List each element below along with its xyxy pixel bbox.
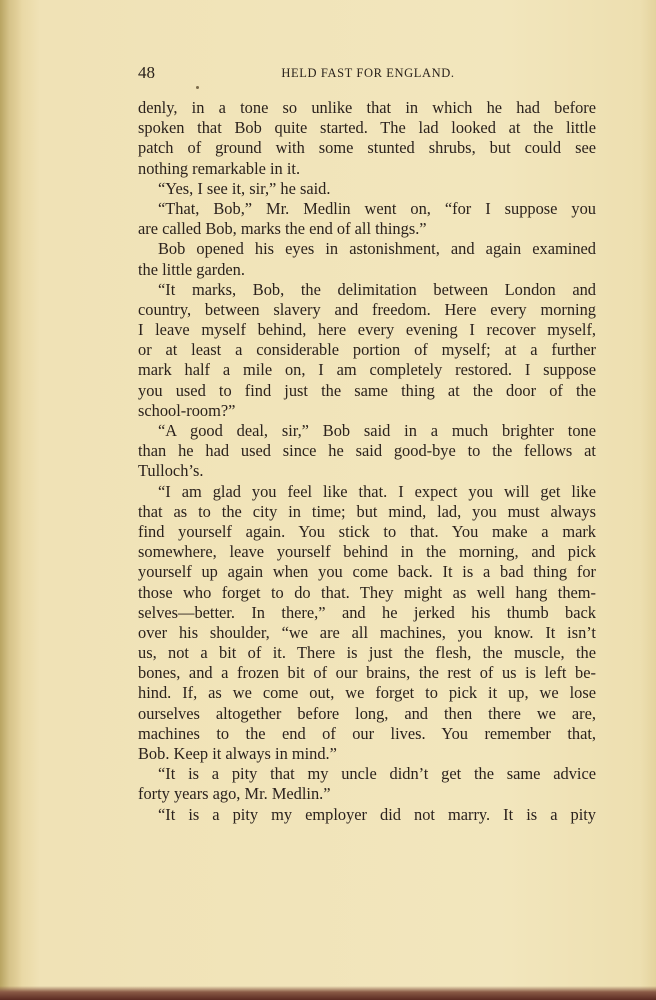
text-line: selves—better. In there,” and he jerked his thumb back [138, 602, 596, 622]
text-line: “Yes, I see it, sir,” he said. [158, 178, 331, 198]
text-line: I leave myself behind, here every evening I recover myself, [138, 320, 596, 340]
text-line: that as to the city in time; but mind, lad, you must always [138, 501, 596, 521]
text-line: somewhere, leave yourself behind in the morning, and pick [138, 542, 596, 562]
text-line: spoken that Bob quite started. The lad looked at the little [138, 118, 596, 138]
text-line: “A good deal, sir,” Bob said in a much brighter tone [158, 421, 596, 440]
text-line: “That, Bob,” Mr. Medlin went on, “for I suppose you [158, 198, 596, 218]
text-line: forty years ago, Mr. Medlin.” [138, 784, 331, 804]
text-line: “It is a pity my employer did not marry. It is a pity [158, 804, 596, 824]
text-line: school-room?” [138, 400, 236, 420]
text-line: machines to the end of our lives. You remember that, [138, 723, 596, 743]
text-line: over his shoulder, “we are all machines, you know. It isn’t [138, 622, 596, 642]
text-line: hind. If, as we come out, we forget to pick it up, we lose [138, 683, 596, 703]
text-line: those who forget to do that. They might as well hang them- [138, 582, 596, 602]
text-line: patch of ground with some stunted shrubs, but could see [138, 138, 596, 158]
text-line: “It marks, Bob, the delimitation between London and [158, 279, 596, 299]
text-line: country, between slavery and freedom. Here every morning [138, 299, 596, 319]
ink-speck [196, 86, 199, 89]
page-gutter [0, 0, 22, 1000]
body-text [138, 98, 596, 825]
text-line: or at least a considerable portion of myself; at a further [138, 340, 596, 360]
text-line: us, not a bit of it. There is just the flesh, the muscle, the [138, 643, 596, 663]
text-line: Bob. Keep it always in mind.” [138, 744, 337, 763]
text-line: mark half a mile on, I am completely restored. I suppose [138, 360, 596, 380]
text-line: yourself up again when you come back. It is a bad thing for [138, 562, 596, 582]
page-number: 48 [138, 63, 155, 82]
text-line: denly, in a tone so unlike that in which he had before [138, 98, 596, 117]
text-line: Bob opened his eyes in astonishment, and again examined [158, 239, 596, 259]
text-line: Tulloch’s. [138, 461, 204, 481]
text-line: “I am glad you feel like that. I expect you will get like [158, 481, 596, 501]
text-line: “It is a pity that my uncle didn’t get the same advice [158, 764, 596, 784]
text-line: are called Bob, marks the end of all things.” [138, 219, 427, 239]
text-line: find yourself again. You stick to that. You make a mark [138, 521, 596, 541]
text-line: than he had used since he said good-bye to the fellows at [138, 441, 596, 461]
page-bottom-edge [0, 986, 656, 1000]
text-line: you used to find just the same thing at the door of the [138, 380, 596, 400]
text-line: the little garden. [138, 259, 245, 279]
text-line: ourselves altogether before long, and then there we are, [138, 703, 596, 723]
running-head: HELD FAST FOR ENGLAND. [281, 66, 455, 80]
page-header [138, 63, 598, 83]
text-line: bones, and a frozen bit of our brains, the rest of us is left be- [138, 663, 596, 683]
text-line: nothing remarkable in it. [138, 158, 301, 178]
